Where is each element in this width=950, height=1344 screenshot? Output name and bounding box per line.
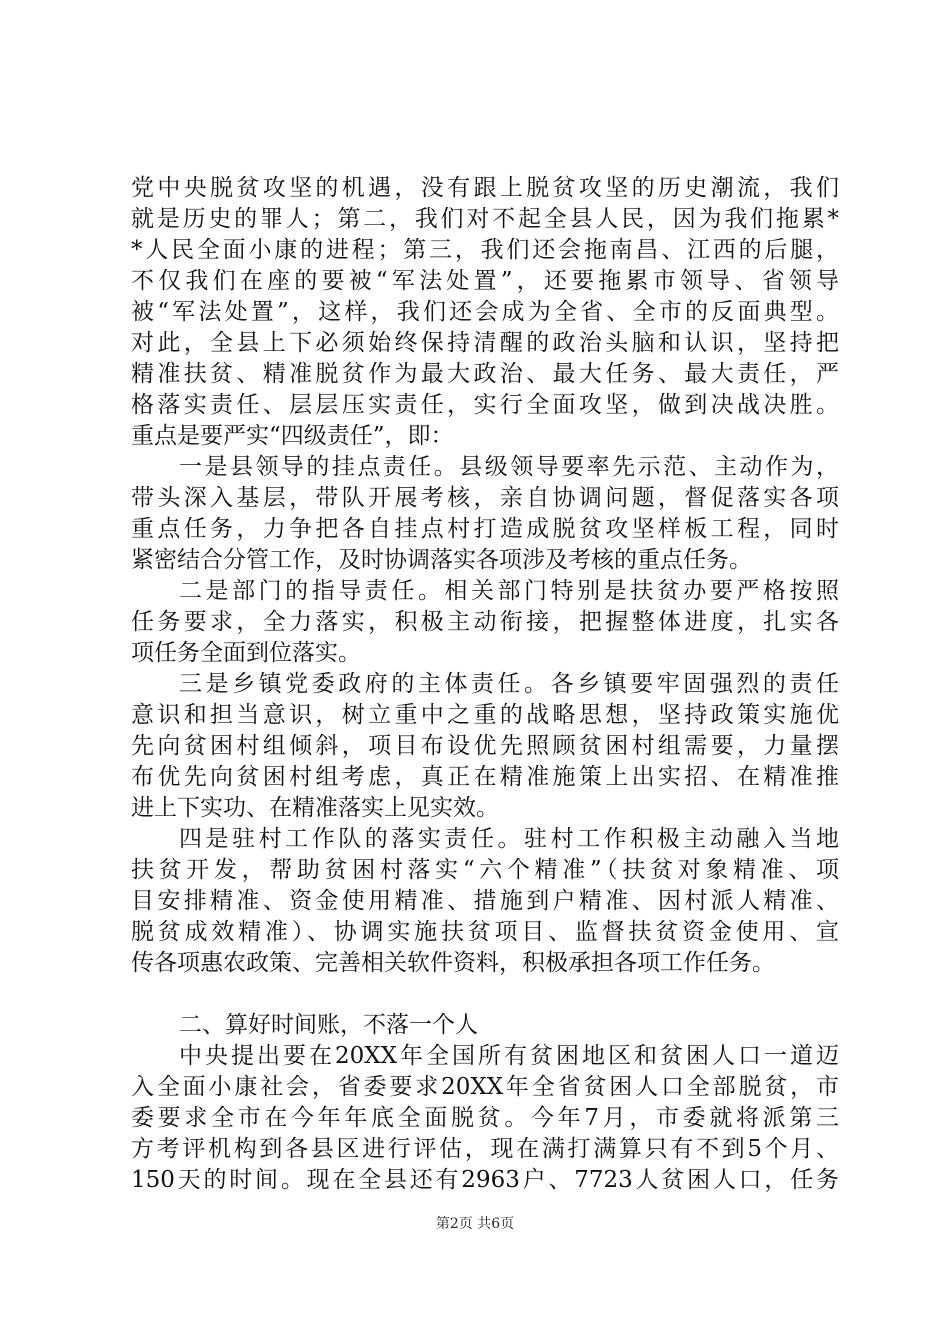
text-line: 四是驻村工作队的落实责任。驻村工作积极主动融入当地: [179, 826, 839, 852]
text-line: 带头深入基层，带队开展考核，亲自协调问题，督促落实各项: [131, 485, 839, 511]
text-line: 二是部门的指导责任。相关部门特别是扶贫办要严格按照: [179, 578, 839, 604]
text-line: 先向贫困村组倾斜，项目布设优先照顾贫困村组需要，力量摆: [131, 733, 839, 759]
text-line: 入全面小康社会，省委要求20XX年全省贫困人口全部脱贫，市: [131, 1074, 839, 1100]
paragraph-3: [131, 576, 839, 669]
section-heading: [131, 1010, 839, 1041]
paragraph-5: [131, 824, 839, 979]
text-line: 项任务全面到位落实。: [131, 640, 361, 666]
text-line: 意识和担当意识，树立重中之重的战略思想，坚持政策实施优: [131, 702, 839, 728]
page-number-footer: 第2页 共6页: [435, 1216, 515, 1232]
text-line: 就是历史的罪人；第二，我们对不起全县人民，因为我们拖累*: [131, 206, 839, 232]
text-line: 布优先向贫困村组考虑，真正在精准施策上出实招、在精准推: [131, 764, 839, 790]
text-line: *人民全面小康的进程；第三，我们还会拖南昌、江西的后腿，: [131, 237, 839, 263]
paragraph-spacer: [131, 979, 839, 1010]
document-body: [131, 173, 839, 1196]
paragraph-4: [131, 669, 839, 824]
text-line: 脱贫成效精准）、协调实施扶贫项目、监督扶贫资金使用、宣: [131, 919, 839, 945]
text-line: 任务要求，全力落实，积极主动衔接，把握整体进度，扎实各: [131, 609, 839, 635]
text-line: 委要求全市在今年年底全面脱贫。今年7月，市委就将派第三: [131, 1105, 839, 1131]
text-line: 扶贫开发，帮助贫困村落实“六个精准”（扶贫对象精准、项: [131, 857, 839, 883]
text-line: 传各项惠农政策、完善相关软件资料，积极承担各项工作任务。: [131, 950, 775, 976]
text-line: 党中央脱贫攻坚的机遇，没有跟上脱贫攻坚的历史潮流，我们: [131, 175, 839, 201]
heading-line: 二、算好时间账，不落一个人: [179, 1012, 478, 1038]
text-line: 一是县领导的挂点责任。县级领导要率先示范、主动作为，: [179, 454, 839, 480]
paragraph-6: [131, 1041, 839, 1196]
text-line: 格落实责任、层层压实责任，实行全面攻坚，做到决战决胜。: [131, 392, 839, 418]
text-line: 紧密结合分管工作，及时协调落实各项涉及考核的重点任务。: [131, 547, 752, 573]
text-line: 进上下实功、在精准落实上见实效。: [131, 795, 499, 821]
text-line: 被“军法处置”，这样，我们还会成为全省、全市的反面典型。: [131, 299, 839, 325]
text-line: 方考评机构到各县区进行评估，现在满打满算只有不到5个月、: [131, 1136, 839, 1162]
text-line: 精准扶贫、精准脱贫作为最大政治、最大任务、最大责任，严: [131, 361, 839, 387]
paragraph-2: [131, 452, 839, 576]
paragraph-1: [131, 173, 839, 452]
text-line: 150天的时间。现在全县还有2963户、7723人贫困人口，任务: [131, 1167, 839, 1193]
text-line: 重点是要严实“四级责任”，即：: [131, 423, 454, 449]
text-line: 对此，全县上下必须始终保持清醒的政治头脑和认识，坚持把: [131, 330, 839, 356]
text-line: 不仅我们在座的要被“军法处置”，还要拖累市领导、省领导: [131, 268, 839, 294]
text-line: 中央提出要在20XX年全国所有贫困地区和贫困人口一道迈: [179, 1043, 839, 1069]
text-line: 目安排精准、资金使用精准、措施到户精准、因村派人精准、: [131, 888, 839, 914]
text-line: 重点任务，力争把各自挂点村打造成脱贫攻坚样板工程，同时: [131, 516, 839, 542]
text-line: 三是乡镇党委政府的主体责任。各乡镇要牢固强烈的责任: [179, 671, 839, 697]
